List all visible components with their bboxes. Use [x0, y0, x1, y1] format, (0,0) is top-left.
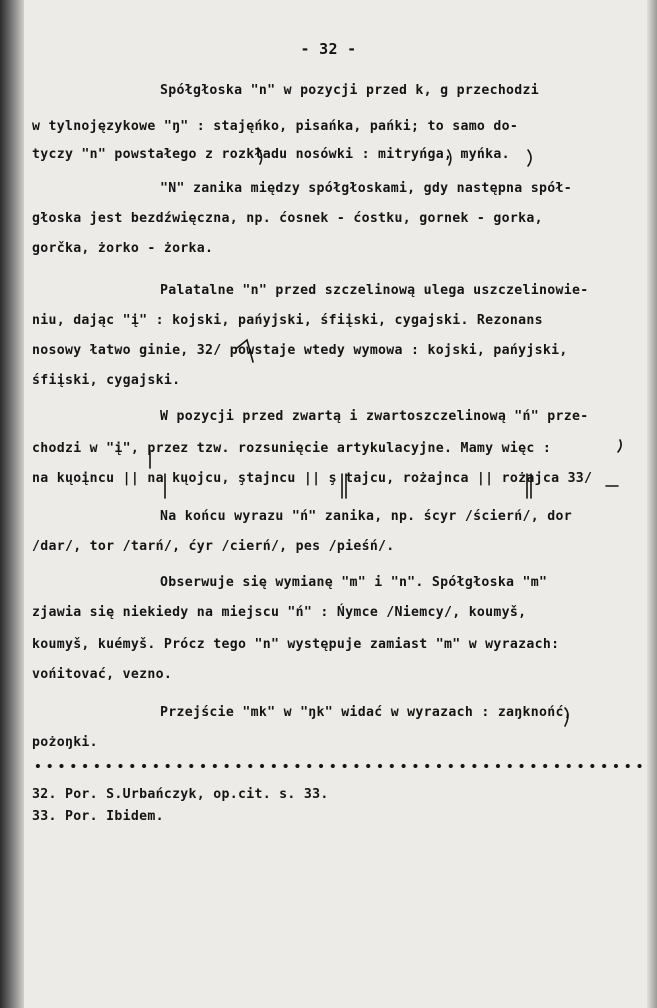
footnote-33: 33. Por. Ibidem. [32, 809, 164, 824]
paragraph-7-line-2: pożoŋki. [32, 735, 98, 750]
paragraph-5-line-2: /dar/, tor /tarń/, ćyr /cierń/, pes /pieśń/. [32, 539, 395, 554]
paragraph-6-line-2: zjawia się niekiedy na miejscu "ń" : Ńymce /Niemcy/, koumyš, [32, 605, 527, 620]
page-number: - 32 - [300, 40, 357, 58]
paragraph-6-line-3: koumyš, kuémyš. Prócz tego "n" występuje zamiast "m" w wyrazach: [32, 637, 560, 652]
paragraph-3-line-3: nosowy łatwo ginie, 32/ powstaje wtedy wymowa : kojski, pańyjski, [32, 343, 568, 358]
paragraph-7-line-1: Przejście "mk" w "ŋk" widać w wyrazach : zaŋknońć, [160, 705, 572, 720]
paragraph-4-line-3: na kųoįncu || na kųojcu, ştajncu || ş tajcu, rożajnca || rożajca 33/ [32, 471, 593, 486]
footnote-32: 32. Por. S.Urbańczyk, op.cit. s. 33. [32, 787, 329, 802]
paragraph-4-line-2: chodzi w "į", przez tzw. rozsunięcie artykulacyjne. Mamy więc : [32, 441, 552, 456]
paragraph-6-line-1: Obserwuje się wymianę "m" i "n". Spółgłoska "m" [160, 575, 548, 590]
paragraph-3-line-1: Palatalne "n" przed szczelinową ulega uszczelinowie- [160, 283, 589, 298]
paragraph-3-line-2: niu, dając "į" : kojski, pańyjski, śfiįski, cygajski. Rezonans [32, 313, 543, 328]
paragraph-2-line-3: gorčka, żorko - żorka. [32, 241, 214, 256]
paragraph-6-line-4: vońitovać, vezno. [32, 667, 173, 682]
paragraph-5-line-1: Na końcu wyrazu "ń" zanika, np. ścyr /ścierń/, dor [160, 509, 572, 524]
paragraph-1-line-2: w tylnojęzykowe "ŋ" : stajęńko, pisańka, pańki; to samo do- [32, 119, 519, 134]
paragraph-1-line-3: tyczy "n" powstałego z rozkładu nosówki : mitryńga, myńka. [32, 147, 510, 162]
paragraph-2-line-1: "N" zanika między spółgłoskami, gdy następna spół- [160, 181, 572, 196]
paragraph-4-line-1: W pozycji przed zwartą i zwartoszczelinową "ń" prze- [160, 409, 589, 424]
paragraph-1-line-1: Spółgłoska "n" w pozycji przed k, g przechodzi [160, 83, 540, 98]
paragraph-3-line-4: śfiįski, cygajski. [32, 373, 181, 388]
paragraph-2-line-2: głoska jest bezdźwięczna, np. ćosnek - ćostku, gornek - gorka, [32, 211, 543, 226]
